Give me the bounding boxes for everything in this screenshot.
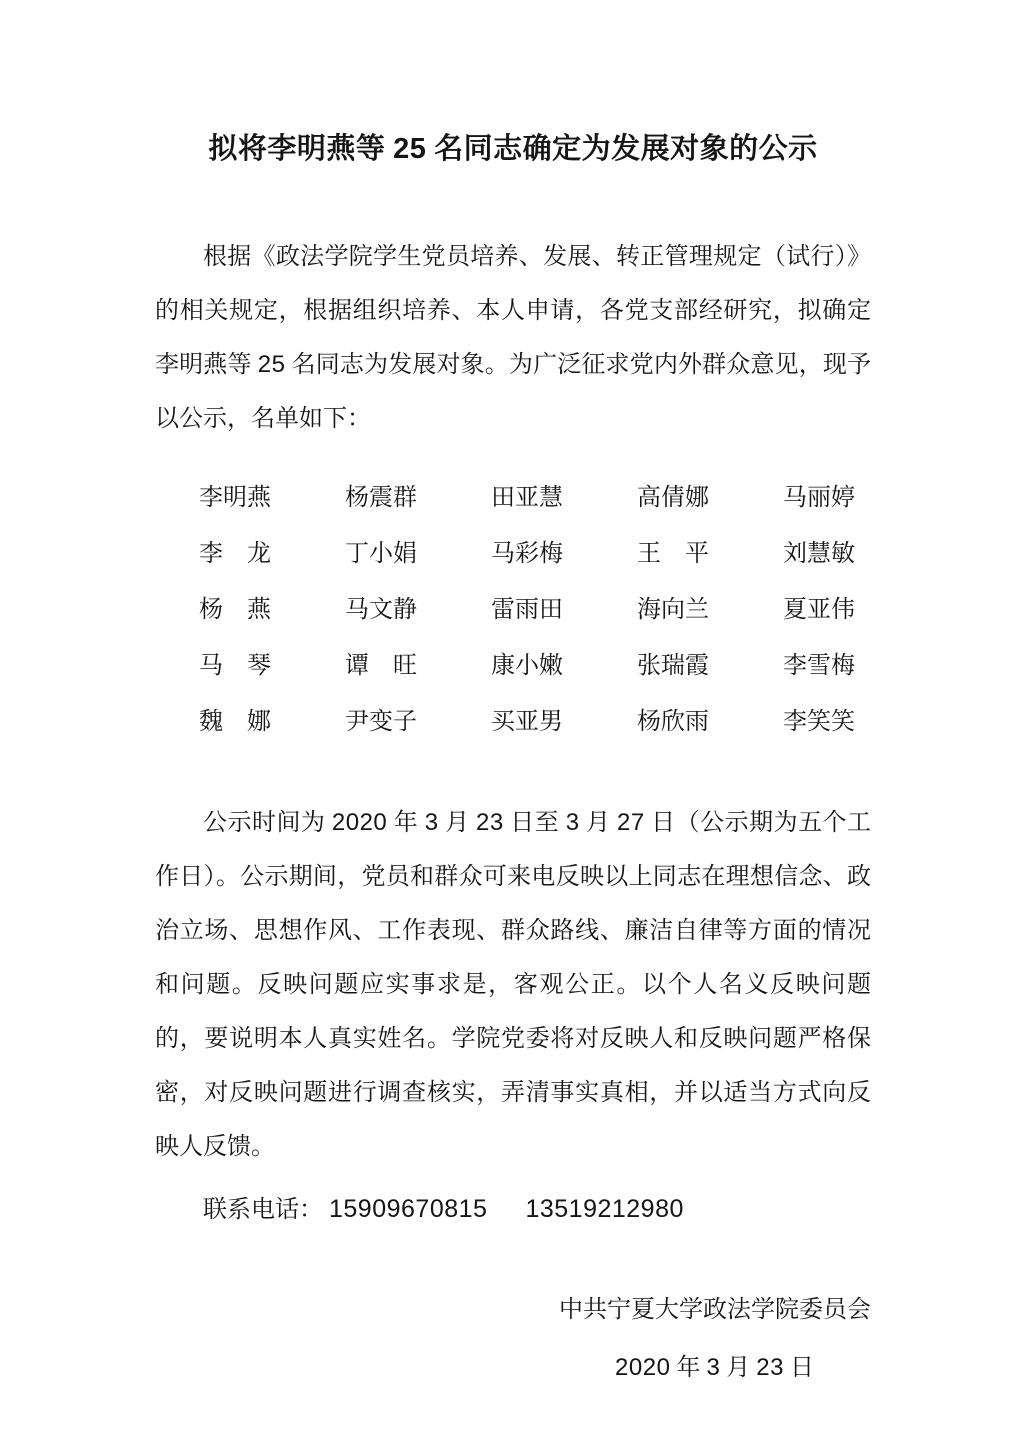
notice-period-paragraph: 公示时间为 2020 年 3 月 23 日至 3 月 27 日（公示期为五个工作日）。公示期间，党员和群众可来电反映以上同志在理想信念、政治立场、思想作风、工作表现、群众路线、廉洁自律等方面的情况和问题。反映问题应实事求是，客观公正。以个人名义反映问题的，要说明本人真实姓名。学院党委将对反映人和反映问题严格保密，对反映问题进行调查核实，弄清事实真相，并以适当方式向反映人反馈。	[155, 809, 872, 1160]
names-row	[199, 466, 859, 522]
contact-label: 联系电话：	[203, 1197, 323, 1223]
person-name: 田亚慧	[491, 484, 563, 511]
names-row	[199, 690, 859, 746]
person-name: 王 平	[637, 540, 709, 567]
intro-paragraph: 根据《政法学院学生党员培养、发展、转正管理规定（试行）》的相关规定，根据组织培养、本人申请，各党支部经研究，拟确定李明燕等 25 名同志为发展对象。为广泛征求党内外群众意见，现予以公示，名单如下：	[155, 244, 872, 432]
issue-date: 2020 年 3 月 23 日	[615, 1354, 814, 1381]
person-name: 杨欣雨	[637, 708, 709, 735]
person-name: 杨 燕	[199, 596, 271, 623]
person-name: 李笑笑	[783, 708, 855, 735]
person-name: 魏 娜	[199, 708, 271, 735]
names-row	[199, 522, 859, 578]
issuing-committee-signature: 中共宁夏大学政法学院委员会	[559, 1297, 871, 1323]
person-name: 杨震群	[345, 484, 417, 511]
contact-phone-2: 13519212980	[525, 1195, 684, 1223]
person-name: 高倩娜	[637, 484, 709, 511]
names-row	[199, 634, 859, 690]
person-name: 张瑞霞	[637, 652, 709, 679]
person-name: 尹变子	[345, 708, 417, 735]
person-name: 买亚男	[491, 708, 563, 735]
person-name: 马 琴	[199, 652, 271, 679]
person-name: 夏亚伟	[783, 596, 855, 623]
person-name: 马文静	[345, 596, 417, 623]
contact-line	[155, 1182, 871, 1237]
person-name: 海向兰	[637, 596, 709, 623]
names-row	[199, 578, 859, 634]
person-name: 雷雨田	[491, 596, 563, 623]
names-table	[155, 466, 871, 746]
person-name: 马丽婷	[783, 484, 855, 511]
person-name: 康小嫩	[491, 652, 563, 679]
person-name: 李雪梅	[783, 652, 855, 679]
contact-phone-1: 15909670815	[329, 1195, 488, 1223]
person-name: 李明燕	[199, 484, 271, 511]
person-name: 李 龙	[199, 540, 271, 567]
document-title: 拟将李明燕等 25 名同志确定为发展对象的公示	[208, 133, 818, 165]
person-name: 马彩梅	[491, 540, 563, 567]
person-name: 刘慧敏	[783, 540, 855, 567]
person-name: 丁小娟	[345, 540, 417, 567]
person-name: 谭 旺	[345, 652, 417, 679]
